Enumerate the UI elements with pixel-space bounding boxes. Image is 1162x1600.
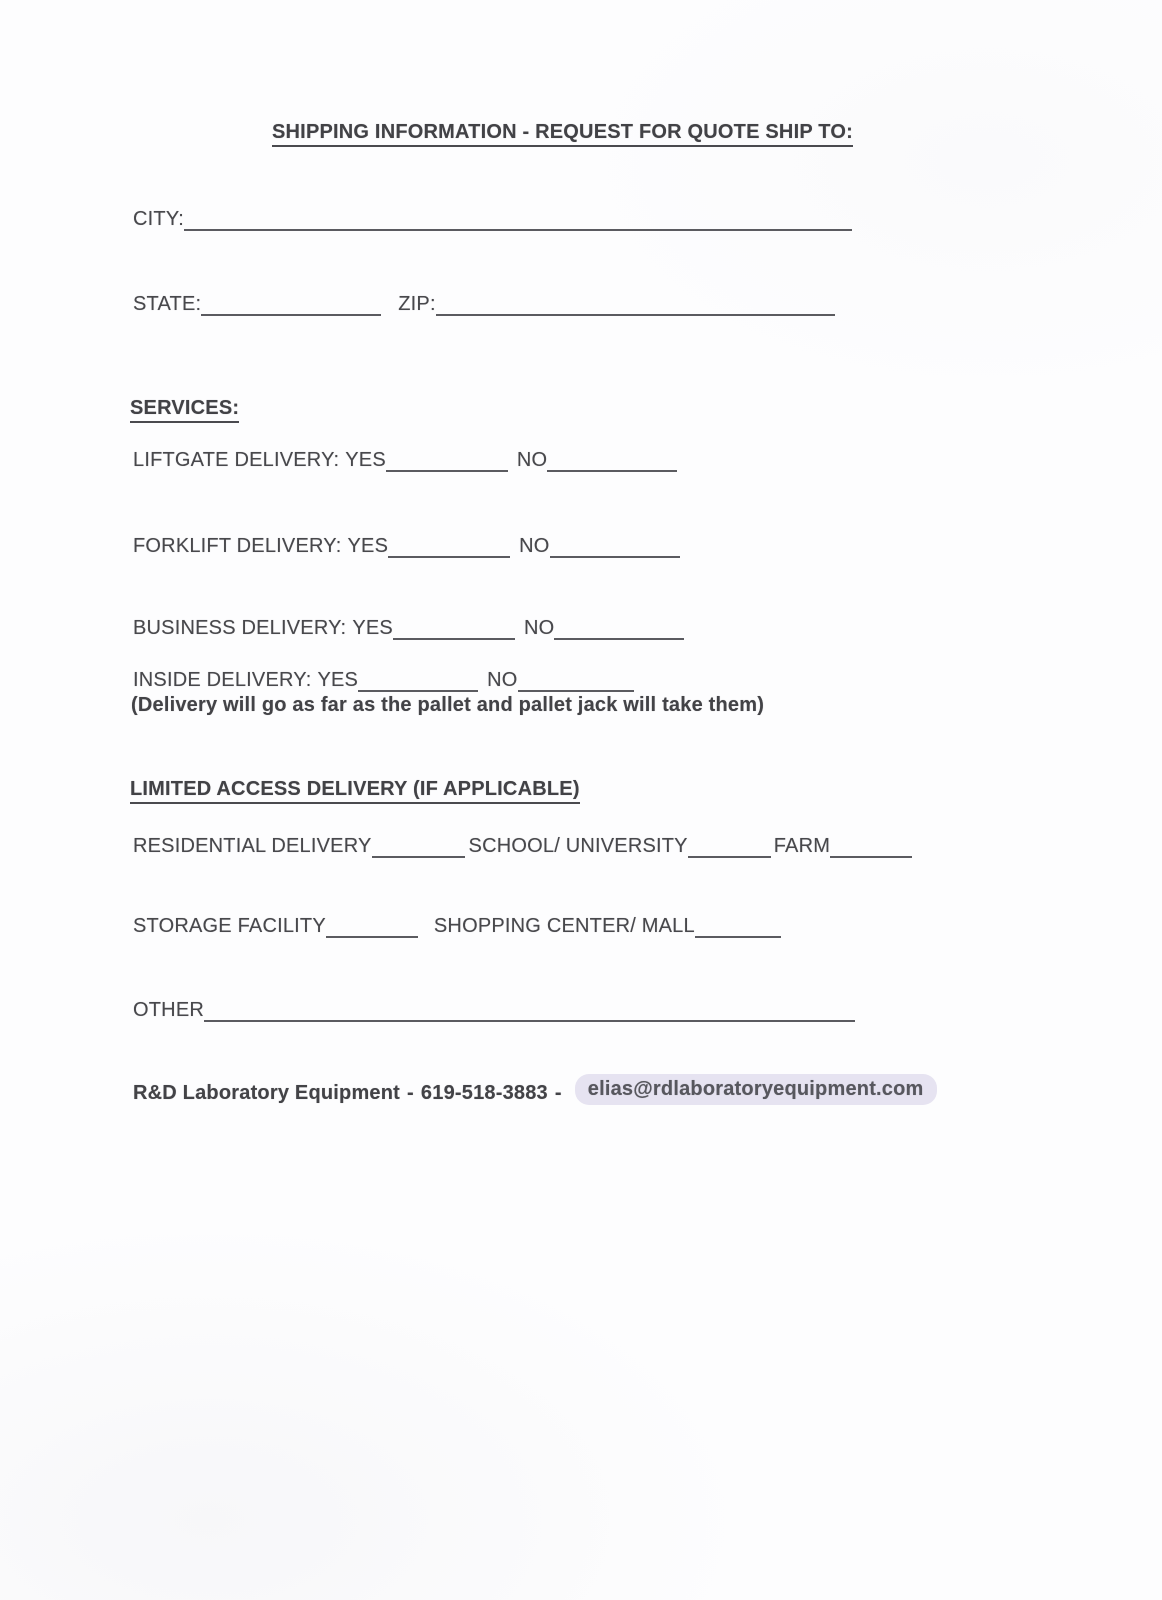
storage-facility-label: STORAGE FACILITY <box>133 915 326 937</box>
city-label: CITY: <box>133 208 185 230</box>
other-blank[interactable] <box>204 997 855 1022</box>
residential-blank[interactable] <box>372 833 465 858</box>
business-delivery-row <box>133 615 684 640</box>
yes-label: YES <box>317 669 359 691</box>
company-name: R&D Laboratory Equipment <box>133 1082 401 1104</box>
inside-delivery-row <box>133 667 634 692</box>
yes-label: YES <box>347 535 389 557</box>
no-label: NO <box>516 449 548 471</box>
form-title <box>272 120 853 147</box>
business-no-blank[interactable] <box>554 615 684 640</box>
city-blank[interactable] <box>184 206 852 231</box>
inside-delivery-note-text: (Delivery will go as far as the pallet and pallet jack will take them) <box>131 694 765 716</box>
residential-school-farm-row <box>133 833 912 858</box>
state-zip-row <box>133 291 835 316</box>
forklift-delivery-label: FORKLIFT DELIVERY: <box>133 535 342 557</box>
city-row <box>133 206 852 231</box>
farm-label: FARM <box>773 835 831 857</box>
no-label: NO <box>523 617 555 639</box>
form-title-text: SHIPPING INFORMATION - REQUEST FOR QUOTE SHIP TO: <box>272 120 853 147</box>
inside-delivery-note <box>131 693 764 717</box>
yes-label: YES <box>345 449 386 471</box>
phone-number: 619-518-3883 <box>420 1082 548 1104</box>
no-label: NO <box>487 669 518 691</box>
zip-label: ZIP: <box>398 293 436 315</box>
liftgate-no-blank[interactable] <box>547 447 677 472</box>
liftgate-delivery-label: LIFTGATE DELIVERY: <box>133 449 340 471</box>
other-label: OTHER <box>133 999 204 1021</box>
no-label: NO <box>519 535 550 557</box>
footer-contact-line <box>133 1074 937 1105</box>
storage-facility-blank[interactable] <box>326 913 418 938</box>
school-university-blank[interactable] <box>688 833 771 858</box>
residential-delivery-label: RESIDENTIAL DELIVERY <box>133 835 372 857</box>
inside-yes-blank[interactable] <box>358 667 478 692</box>
storage-shopping-row <box>133 913 781 938</box>
inside-delivery-label: INSIDE DELIVERY: <box>133 669 312 691</box>
business-yes-blank[interactable] <box>393 615 515 640</box>
shopping-center-mall-blank[interactable] <box>695 913 781 938</box>
business-delivery-label: BUSINESS DELIVERY: <box>133 617 347 639</box>
yes-label: YES <box>352 617 393 639</box>
zip-blank[interactable] <box>436 291 835 316</box>
limited-access-heading <box>130 777 580 804</box>
state-blank[interactable] <box>201 291 381 316</box>
farm-blank[interactable] <box>830 833 912 858</box>
liftgate-yes-blank[interactable] <box>386 447 508 472</box>
forklift-yes-blank[interactable] <box>388 533 510 558</box>
services-heading <box>130 396 239 423</box>
school-university-label: SCHOOL/ UNIVERSITY <box>468 835 688 857</box>
forklift-delivery-row <box>133 533 680 558</box>
inside-no-blank[interactable] <box>518 667 634 692</box>
footer-separator: - <box>407 1082 414 1104</box>
services-heading-text: SERVICES: <box>130 396 239 423</box>
shopping-center-mall-label: SHOPPING CENTER/ MALL <box>433 915 695 937</box>
liftgate-delivery-row <box>133 447 677 472</box>
limited-access-heading-text: LIMITED ACCESS DELIVERY (IF APPLICABLE) <box>130 777 580 804</box>
other-row <box>133 997 855 1022</box>
email-address: elias@rdlaboratoryequipment.com <box>575 1074 937 1105</box>
state-label: STATE: <box>133 293 202 315</box>
forklift-no-blank[interactable] <box>550 533 680 558</box>
footer-separator: - <box>554 1082 562 1104</box>
